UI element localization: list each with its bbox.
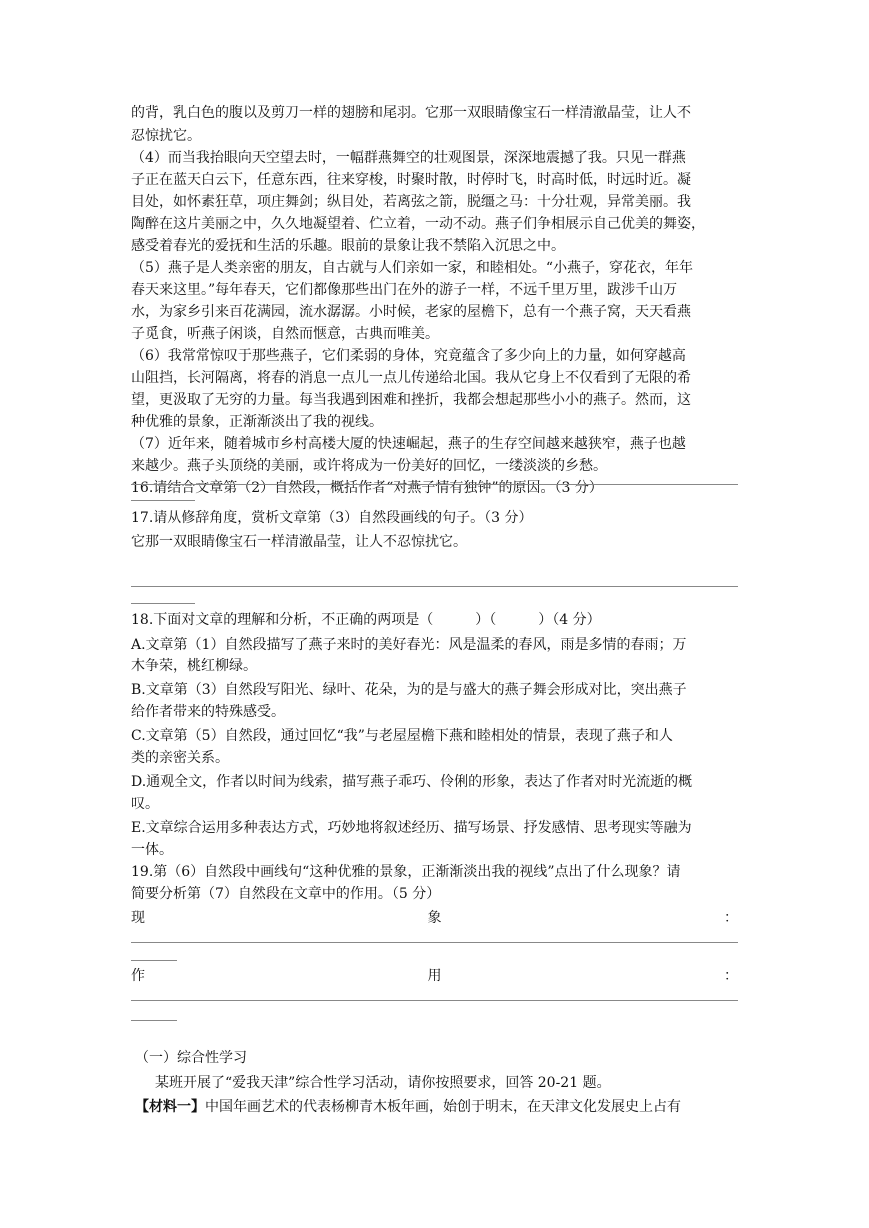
text-line: （7）近年来，随着城市乡村高楼大厦的快速崛起，燕子的生存空间越来越狭窄，燕子也越 — [131, 436, 686, 452]
option-d-cont: 叹。 — [131, 796, 159, 812]
answer-line-function[interactable] — [131, 1000, 738, 1001]
question-17-title: 17.请从修辞角度，赏析文章第（3）自然段画线的句子。（3 分） — [131, 510, 533, 526]
question-17-sentence: 它那一双眼睛像宝石一样清澈晶莹，让人不忍惊扰它。 — [131, 534, 467, 550]
function-label-row — [131, 966, 738, 986]
option-b-cont: 给作者带来的特殊感受。 — [131, 704, 285, 720]
text-line: 的背，乳白色的腹以及剪刀一样的翅膀和尾羽。它那一双眼睛像宝石一样清澈晶莹，让人不 — [131, 105, 691, 121]
text-line: 感受着春光的爱抚和生活的乐趣。眼前的景象让我不禁陷入沉思之中。 — [131, 238, 565, 254]
question-19-line1: 19.第（6）自然段中画线句“这种优雅的景象，正渐渐淡出我的视线”点出了什么现象？请 — [131, 864, 681, 880]
text-line: （6）我常常惊叹于那些燕子，它们柔弱的身体，究竟蕴含了多少向上的力量，如何穿越高 — [131, 348, 686, 364]
answer-line-17-end[interactable] — [131, 603, 195, 604]
option-c-cont: 类的亲密关系。 — [131, 750, 229, 766]
question-19-line2: 简要分析第（7）自然段在文章中的作用。（5 分） — [131, 886, 441, 902]
material-one — [135, 1097, 742, 1117]
answer-line-16[interactable] — [131, 484, 738, 485]
phenomenon-char-1: 现 — [131, 910, 145, 926]
option-d: D.通观全文，作者以时间为线索，描写燕子乖巧、伶俐的形象，表达了作者对时光流逝的概 — [131, 774, 693, 790]
answer-line-16-end[interactable] — [131, 500, 195, 501]
function-char-2: 用 — [427, 968, 442, 984]
material-one-text: 中国年画艺术的代表杨柳青木板年画，始创于明末，在天津文化发展史上占有 — [205, 1099, 681, 1115]
text-line: 水，为家乡引来百花满园，流水潺潺。小时候，老家的屋檐下，总有一个燕子窝，天天看燕 — [131, 304, 691, 320]
option-a: A.文章第（1）自然段描写了燕子来时的美好春光：风是温柔的春风，雨是多情的春雨；万 — [131, 637, 687, 653]
option-b: B.文章第（3）自然段写阳光、绿叶、花朵，为的是与盛大的燕子舞会形成对比，突出燕子 — [131, 682, 687, 698]
option-a-cont: 木争荣，桃红柳绿。 — [131, 658, 257, 674]
text-line: （4）而当我抬眼向天空望去时，一幅群燕舞空的壮观图景，深深地震撼了我。只见一群燕 — [131, 150, 686, 166]
text-line: 忍惊扰它。 — [131, 128, 201, 144]
text-line: 来越少。燕子头顶绕的美丽，或许将成为一份美好的回忆，一缕淡淡的乡愁。 — [131, 458, 607, 474]
text-line: 望，更汲取了无穷的力量。每当我遇到困难和挫折，我都会想起那些小小的燕子。然而，这 — [131, 392, 691, 408]
function-colon: ： — [724, 968, 738, 984]
text-line: 种优雅的景象，正渐渐淡出了我的视线。 — [131, 414, 383, 430]
question-18-title: 18.下面对文章的理解和分析，不正确的两项是（ ）（ ）（4 分） — [131, 612, 601, 628]
section-intro: 某班开展了“爱我天津”综合性学习活动，请你按照要求，回答 20-21 题。 — [155, 1075, 611, 1091]
text-line: 春天来这里。”每年春天，它们都像那些出门在外的游子一样，不远千里万里，跋涉千山万 — [131, 282, 678, 298]
text-line: 山阻挡，长河隔离，将春的消息一点儿一点儿传递给北国。我从它身上不仅看到了无限的希 — [131, 370, 691, 386]
text-line: 子正在蓝天白云下，任意东西，往来穿梭，时聚时散，时停时飞，时高时低，时远时近。凝 — [131, 172, 691, 188]
text-line: 陶醉在这片美丽之中，久久地凝望着、伫立着，一动不动。燕子们争相展示自己优美的舞姿， — [131, 216, 705, 232]
text-line: 目处，如怀素狂草，项庄舞剑；纵目处，若离弦之箭，脱缰之马：十分壮观，异常美丽。我 — [131, 194, 691, 210]
answer-line-phenomenon[interactable] — [131, 942, 738, 943]
section-heading: （一）综合性学习 — [135, 1050, 247, 1066]
material-one-label: 【材料一】 — [135, 1099, 205, 1115]
function-char-1: 作 — [131, 968, 145, 984]
option-e: E.文章综合运用多种表达方式，巧妙地将叙述经历、描写场景、抒发感情、思考现实等融为 — [131, 820, 692, 836]
question-16: 16.请结合文章第（2）自然段，概括作者“对燕子情有独钟”的原因。（3 分） — [131, 480, 603, 496]
text-line: 子觅食，听燕子闲谈，自然而惬意，古典而唯美。 — [131, 326, 439, 342]
answer-line-phenomenon-end[interactable] — [131, 960, 177, 961]
phenomenon-colon: ： — [724, 910, 738, 926]
answer-line-function-end[interactable] — [131, 1020, 177, 1021]
option-e-cont: 一体。 — [131, 842, 173, 858]
text-line: （5）燕子是人类亲密的朋友，自古就与人们亲如一家，和睦相处。“小燕子，穿花衣，年年 — [131, 260, 694, 276]
phenomenon-label-row — [131, 908, 738, 928]
option-c: C.文章第（5）自然段，通过回忆“我”与老屋屋檐下燕和睦相处的情景，表现了燕子和人 — [131, 728, 673, 744]
phenomenon-char-2: 象 — [427, 910, 442, 926]
answer-line-17[interactable] — [131, 586, 738, 587]
